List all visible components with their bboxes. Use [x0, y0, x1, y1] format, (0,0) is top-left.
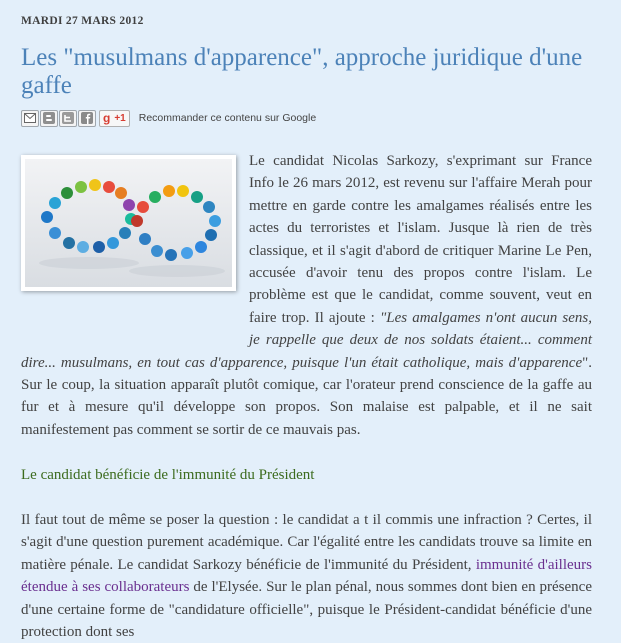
plus-one-label: +1: [114, 112, 126, 124]
paragraph-1-end: ". Sur le coup, la situation apparaît plutôt comique, car l'orateur prend conscience de la gaffe au fur et à mesure qu'il développe son propos. Son malaise est palpable, et il ne sait manifestement pas comment se sortir de ce mauvais pas.: [21, 354, 592, 438]
facebook-icon[interactable]: [78, 110, 96, 127]
post-title[interactable]: Les "musulmans d'apparence", approche juridique d'une gaffe: [21, 44, 583, 99]
blogger-icon[interactable]: [40, 110, 58, 127]
paragraph-2-start: Il faut tout de même se poser la question : le candidat a t il commis une infraction ? Certes, il s'agit d'une question purement académique. Car l'égalité entre les candidats trouve sa limite en matière pénale. Le candidat Sarkozy bénéficie de l'immunité du Président,: [21, 512, 592, 573]
email-icon[interactable]: [21, 110, 39, 127]
image-spacer: [21, 150, 249, 340]
immunity-link[interactable]: immunité d'ailleurs étendue à ses collaborateurs: [21, 556, 592, 596]
paragraph-2-end: de l'Elysée. Sur le plan pénal, nous sommes dont bien en présence d'une certaine forme de "candidature officielle", puisque le Président-candidat bénéficie d'une protection dont ses: [21, 579, 592, 641]
post-date: MARDI 27 MARS 2012: [21, 15, 144, 27]
post-body-paragraph-2: [21, 509, 592, 643]
post-body-paragraph-1: [21, 150, 592, 441]
recommend-text: Recommander ce contenu sur Google: [138, 112, 317, 124]
share-bar: [21, 109, 316, 127]
google-plus-one-button[interactable]: [99, 110, 130, 127]
section-heading: Le candidat bénéficie de l'immunité du Président: [21, 467, 315, 483]
paragraph-2: [21, 509, 592, 643]
paragraph-1-intro: Le candidat Nicolas Sarkozy, s'exprimant sur France Info le 26 mars 2012, est revenu sur l'affaire Merah pour mettre en garde contre les amalgames réalisés entre les actes du terroristes et l'islam. Jusque là rien de très classique, et il s'agit d'abord de critiquer Marine Le Pen, accusée d'avoir tenu des propos contre l'islam. Le problème est que le candidat, comme souvent, veut en faire trop. Il ajoute :: [249, 153, 592, 326]
twitter-icon[interactable]: [59, 110, 77, 127]
paragraph-1-quote: "Les amalgames n'ont aucun sens, je rappelle que deux de nos soldats étaient... comment dire... musulmans, en tout cas d'apparence, puisque l'un était catholique, mais d'apparence: [21, 309, 592, 371]
google-g-icon: g: [103, 111, 111, 125]
